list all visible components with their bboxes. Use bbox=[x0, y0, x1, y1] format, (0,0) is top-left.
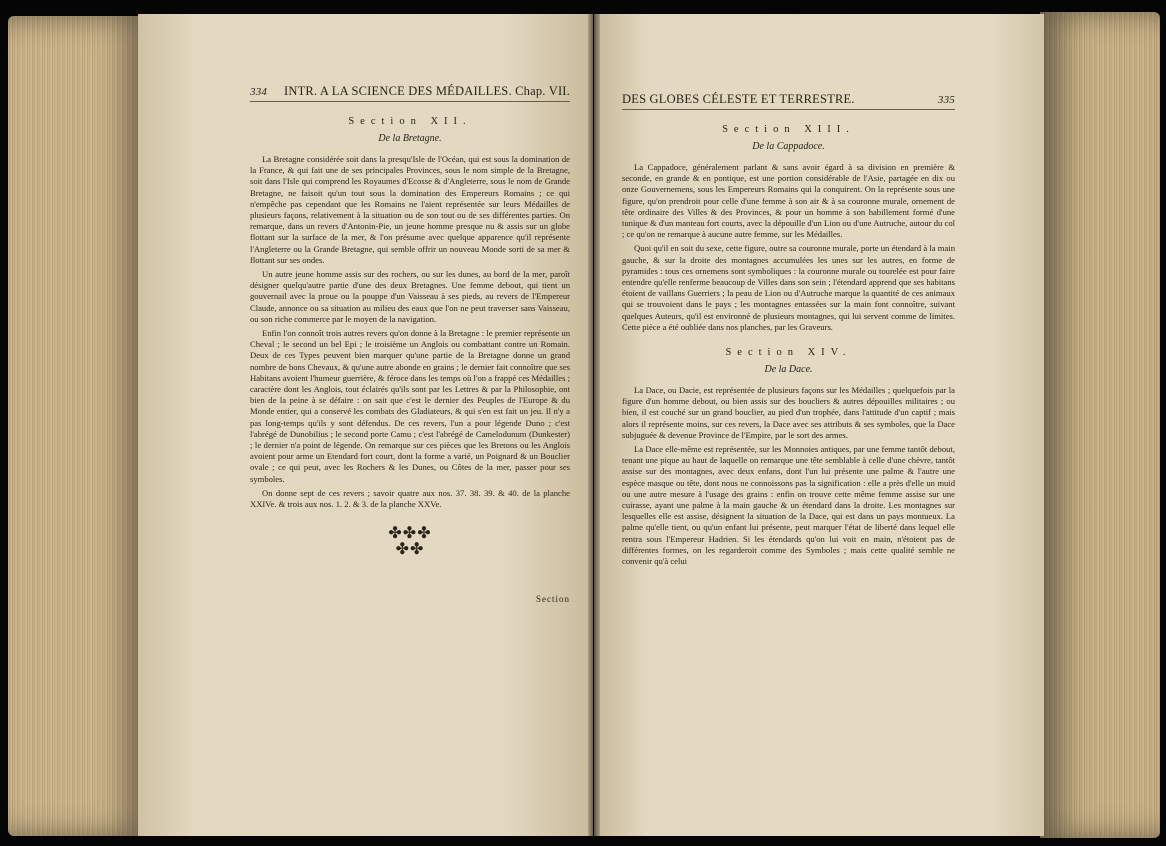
right-page-edges bbox=[1040, 12, 1160, 838]
right-text-block bbox=[622, 92, 955, 570]
fleuron-ornament bbox=[250, 526, 570, 558]
right-page bbox=[594, 14, 1044, 836]
catchword: Section bbox=[536, 594, 570, 605]
fleuron-row-bottom: ✤✤ bbox=[395, 541, 425, 559]
right-page-number: 335 bbox=[937, 94, 955, 106]
section-xii-subtitle: De la Bretagne. bbox=[378, 133, 442, 144]
right-running-head bbox=[622, 92, 955, 110]
right-header-title: DES GLOBES CÉLESTE ET TERRESTRE. bbox=[622, 92, 855, 106]
section-xiv-title: Section XIV. bbox=[725, 347, 852, 359]
paragraph: La Cappadoce, généralement parlant & sans avoir égard à sa division en première & seconde, en grande & en pontique, est une portion considérable de l'Asie, partagée en dix ou onze Gouvernemens, sous les Empereurs Romains qui la conquirent. On la représente sous une figure, qu'on prendroit pour celle d'une femme à son air & à sa couronne murale, ornement de tête ordinaire des Villes & des Provinces, & pour un homme à son habillement formé d'une tunique & d'un manteau fort courts, avec la dépouille d'un Lion ou d'une Autruche, autour du col ; ce qu'on ne remarque à aucune autre femme, sur les Médailles. bbox=[622, 162, 955, 240]
paragraph: Quoi qu'il en soit du sexe, cette figure, outre sa couronne murale, porte un étendard à la main gauche, & sur la droite des montagnes accumulées les unes sur les autres, en forme de pyramides : tous ces ornemens sont symboliques : la couronne murale ou tourelée est pour faire entendre qu'elle renferme beaucoup de Villes dans son sein ; l'étendard apprend que ses habitans étoient de vaillans Guerriers ; la peau de Lion ou d'Autruche marque la quantité de ces animaux qui se trouvoient dans le pays ; les montagnes entassées sur la main font connoître, suivant quelques Auteurs, qu'il est environné de plusieurs montagnes, qui lui servent comme de limites. Cette pièce a été oubliée dans nos planches, par les Graveurs. bbox=[622, 243, 955, 332]
left-text-block bbox=[250, 84, 570, 604]
section-xiii-subtitle: De la Cappadoce. bbox=[752, 141, 825, 152]
left-page-edges bbox=[8, 16, 148, 836]
paragraph: Un autre jeune homme assis sur des rochers, ou sur les dunes, au bord de la mer, paroît désigner quelqu'autre partie d'une des deux Bretagnes. Une femme debout, qui tient un gouvernail avec la proue ou la pouppe d'un Vaisseau à ses pieds, au revers de l'Empereur Claude, annonce ou sa situation au milieu des eaux que l'on ne peut traverser sans Vaisseau, ou son riche commerce par le moyen de la navigation. bbox=[250, 269, 570, 324]
fleuron-row-top: ✤✤✤ bbox=[388, 525, 432, 543]
paragraph: On donne sept de ces revers ; savoir quatre aux nos. 37. 38. 39. & 40. de la planche XXIVe. & trois aux nos. 1. 2. & 3. de la planche XXVe. bbox=[250, 487, 570, 510]
left-header-title: INTR. A LA SCIENCE DES MÉDAILLES. Chap. VII. bbox=[284, 84, 570, 98]
paragraph: La Dace, ou Dacie, est représentée de plusieurs façons sur les Médailles ; quelquefois par la figure d'un homme debout, ou bien assis sur des boucliers & autres dépouilles militaires ; ou bien, il est couché sur un grand bouclier, au pied d'un trophée, dans l'attitude d'un captif ; mais alors il représente moins, sur ces revers, la Dace avec ses attributs & ses symboles, que la Dace subjuguée & devenue Province de l'Empire, par le sort des armes. bbox=[622, 385, 955, 440]
section-xii-title: Section XII. bbox=[348, 116, 472, 127]
section-xiii-title: Section XIII. bbox=[722, 124, 855, 135]
section-xiv-subtitle: De la Dace. bbox=[764, 364, 813, 376]
paragraph: Enfin l'on connoît trois autres revers qu'on donne à la Bretagne : le premier représente un Cheval ; le second un bel Epi ; le troisième un Anglois ou combattant contre un Romain. Deux de ces Types peuvent bien marquer qu'une partie de la Bretagne donne un grand nombre de bons Chevaux, & qu'une autre abonde en grains ; le dernier fait connoître que ses Habitans avoient l'humeur guerrière, & féroce dans les temps où l'on a frappé ces Médailles ; caractère dont les Anglois, tout éclairés qu'ils sont par les Lettres & par la Philosophie, ont bien de la peine à se défaire : on sait que c'est le dernier des Peuples de l'Europe & du Monde entier, qui a conservé les combats des Gladiateurs, & qui s'en est fait un jeu. Il n'y a pas long-temps qu'ils y sont défendus. De ces revers, l'un a pour légende Duno ; c'est l'abrégé de Dunobilius ; le second porte Camu ; c'est l'abrégé de Camelodunum (Dunkester) ; le dernier n'a point de légende. On remarque sur ces pièces que les Bretons ou les Anglois avoient pour arme un Etendard fort court, dont la forme a varié, un Poignard & un Bouclier ovale ; ce qui peut, avec les Rochers & les Dunes, ou Côtes de la mer, passer pour ses symboles. bbox=[250, 328, 570, 484]
book-gutter bbox=[588, 14, 600, 836]
paragraph: La Bretagne considérée soit dans la presqu'Isle de l'Océan, qui est sous la domination de la France, & qui fait une de ses principales Provinces, sous le nom simple de la Bretagne, soit dans l'Isle qui comprend les Royaumes d'Ecosse & d'Angleterre, sous le nom de Grande Bretagne, ne faisoit qu'un tout sous la domination des Empereurs Romains ; ce qui n'empêche pas cependant que les Romains ne l'aient représentée sur leurs Médailles de plusieurs façons, relativement à la situation ou de son tout ou de ses différentes parties. On remarque, dans un revers d'Antonin-Pie, un jeune homme presque nu & assis sur un globe flottant sur la surface de la mer, & l'on présume avec quelque apparence qu'il représente l'Angleterre ou la Grande Bretagne, qui semble offrir un nouveau Monde sorti de sa mer & flottant sur ses ondes. bbox=[250, 154, 570, 265]
left-page bbox=[138, 14, 593, 836]
left-running-head bbox=[250, 84, 570, 102]
left-page-number: 334 bbox=[250, 86, 268, 98]
paragraph: La Dace elle-même est représentée, sur les Monnoies antiques, par une femme tantôt debout, tenant une pique au haut de laquelle on remarque une tête semblable à celle d'une chèvre, tantôt assise sur des montagnes, avec deux enfans, dont l'un lui présente une palme & l'autre une espèce masque ou tête, dont nous ne connoissons pas la signification : elle a près d'elle un muid ou une autre mesure à l'usage des grains : enfin on trouve cette même femme assise sur une cuirasse, ayant une palme à la main gauche & un étendard dans la droite. Les montagnes sur lesquelles elle est assise, désignent la situation de la Dace, qui est dans un pays montueux. La palme qu'elle tient, ou qu'un enfant lui présente, peut marquer l'état de liberté dans lequel elle rentra sous l'Empereur Hadrien. Si les étendards qu'on lui voit en main, n'étoient pas de différentes formes, on les regarderoit comme des Symboles ; mais cette qualité semble ne convenir qu'à celui bbox=[622, 444, 955, 567]
